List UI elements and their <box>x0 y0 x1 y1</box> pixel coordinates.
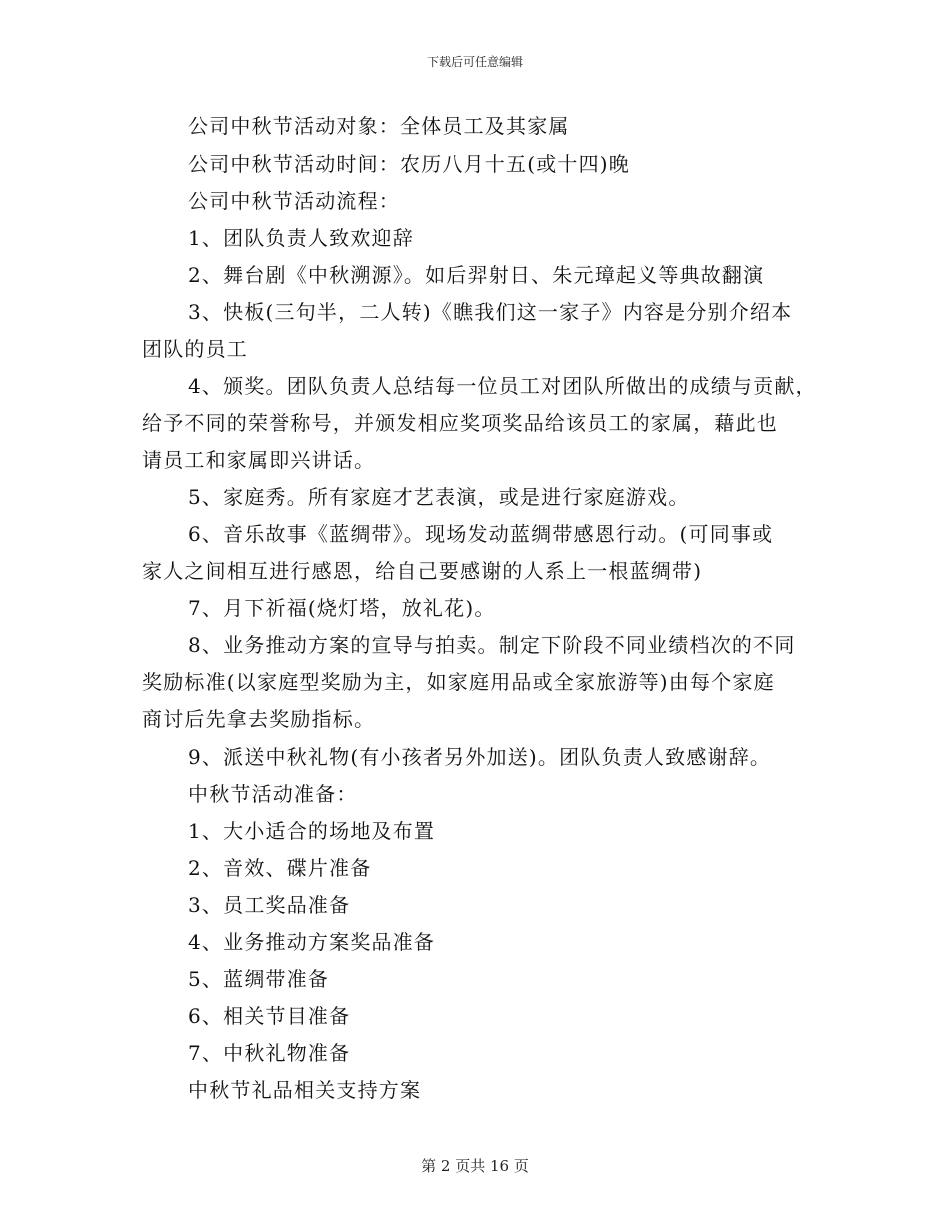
text-line: 3、员工奖品准备 <box>188 893 351 917</box>
text-line: 奖励标准(以家庭型奖励为主，如家庭用品或全家旅游等)由每个家庭 <box>142 670 775 694</box>
text-line: 公司中秋节活动时间：农历八月十五(或十四)晚 <box>188 152 631 176</box>
text-line: 请员工和家属即兴讲话。 <box>142 448 376 472</box>
text-line: 中秋节礼品相关支持方案 <box>188 1078 422 1102</box>
text-line: 5、蓝绸带准备 <box>188 967 330 991</box>
page-footer: 第 2 页共 16 页 <box>421 1157 529 1175</box>
text-line: 给予不同的荣誉称号，并颁发相应奖项奖品给该员工的家属，藉此也 <box>142 411 778 435</box>
text-line: 7、月下祈福(烧灯塔，放礼花)。 <box>188 596 496 620</box>
text-line: 4、业务推动方案奖品准备 <box>188 930 436 954</box>
text-line: 公司中秋节活动流程： <box>188 189 400 213</box>
text-line: 5、家庭秀。所有家庭才艺表演，或是进行家庭游戏。 <box>188 485 690 509</box>
text-line: 6、音乐故事《蓝绸带》。现场发动蓝绸带感恩行动。(可同事或 <box>188 522 774 546</box>
page-header: 下载后可任意编辑 <box>426 55 523 69</box>
text-line: 团队的员工 <box>142 337 248 361</box>
text-line: 家人之间相互进行感恩，给自己要感谢的人系上一根蓝绸带) <box>142 559 703 583</box>
text-line: 9、派送中秋礼物(有小孩者另外加送)。团队负责人致感谢辞。 <box>188 745 772 769</box>
text-line: 1、大小适合的场地及布置 <box>188 819 436 843</box>
text-line: 中秋节活动准备： <box>188 782 358 806</box>
text-line: 4、颁奖。团队负责人总结每一位员工对团队所做出的成绩与贡献， <box>188 374 817 398</box>
text-line: 8、业务推动方案的宣导与拍卖。制定下阶段不同业绩档次的不同 <box>188 633 796 657</box>
text-line: 1、团队负责人致欢迎辞 <box>188 226 414 250</box>
text-line: 公司中秋节活动对象：全体员工及其家属 <box>188 114 570 138</box>
text-line: 6、相关节目准备 <box>188 1004 351 1028</box>
text-line: 2、音效、碟片准备 <box>188 856 372 880</box>
text-line: 3、快板(三句半，二人转)《瞧我们这一家子》内容是分别介绍本 <box>188 300 793 324</box>
text-line: 商讨后先拿去奖励指标。 <box>142 707 376 731</box>
text-line: 2、舞台剧《中秋溯源》。如后羿射日、朱元璋起义等典故翻演 <box>188 263 765 287</box>
text-line: 7、中秋礼物准备 <box>188 1041 351 1065</box>
